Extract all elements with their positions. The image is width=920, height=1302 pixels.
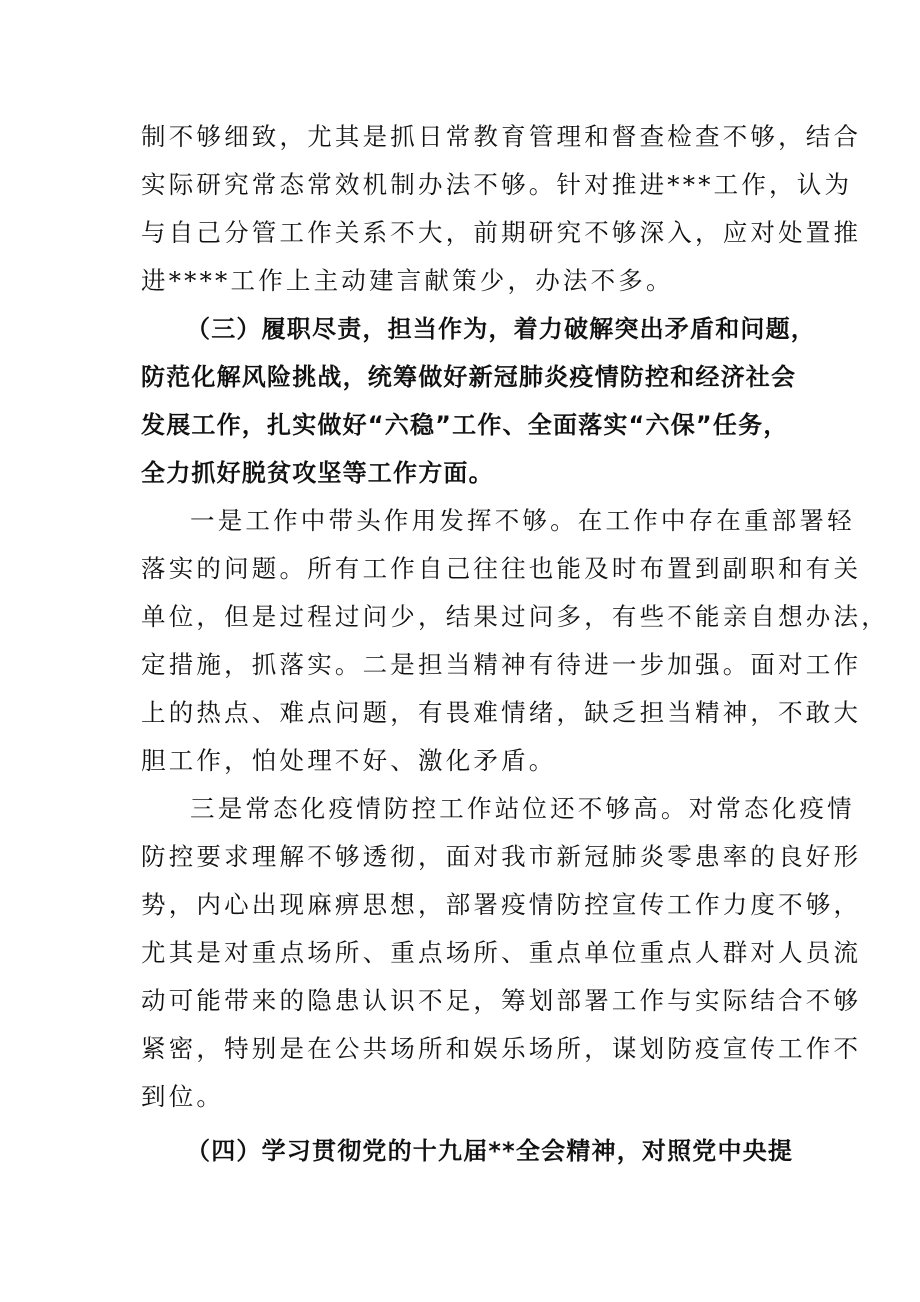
paragraph-three-line-1: 三是常态化疫情防控工作站位还不够高。对常态化疫情 [190, 794, 855, 823]
paragraph-one-line-2: 落实的问题。所有工作自己往往也能及时布置到副职和有关 [141, 554, 862, 583]
section-three-heading-line-2: 防范化解风险挑战，统筹做好新冠肺炎疫情防控和经济社会 [141, 363, 797, 391]
section-four-heading-line-1: （四）学习贯彻党的十九届**全会精神，对照党中央提 [186, 1137, 794, 1165]
section-three-heading-line-1: （三）履职尽责，担当作为，着力破解突出矛盾和问题， [186, 315, 816, 343]
paragraph-three-line-2: 防控要求理解不够透彻，面对我市新冠肺炎零患率的良好形 [141, 842, 862, 871]
section-three-heading-line-3: 发展工作，扎实做好“六稳”工作、全面落实“六保”任务， [141, 411, 789, 439]
paragraph-three-line-7: 到位。 [141, 1082, 225, 1111]
paragraph-one-line-6: 胆工作，怕处理不好、激化矛盾。 [141, 746, 557, 775]
continued-paragraph-line-3: 与自己分管工作关系不大，前期研究不够深入，应对处置推 [141, 218, 862, 247]
paragraph-one-line-4: 定措施，抓落实。二是担当精神有待进一步加强。面对工作 [141, 650, 862, 679]
section-three-heading-line-4: 全力抓好脱贫攻坚等工作方面。 [141, 459, 494, 487]
continued-paragraph-line-2: 实际研究常态常效机制办法不够。针对推进***工作，认为 [141, 170, 853, 199]
paragraph-three-line-3: 势，内心出现麻痹思想，部署疫情防控宣传工作力度不够， [141, 890, 862, 919]
paragraph-one-line-3: 单位，但是过程过问少，结果过问多，有些不能亲自想办法， [141, 602, 889, 631]
paragraph-three-line-5: 动可能带来的隐患认识不足，筹划部署工作与实际结合不够 [141, 986, 862, 1015]
paragraph-one-line-1: 一是工作中带头作用发挥不够。在工作中存在重部署轻 [190, 506, 855, 535]
continued-paragraph-line-1: 制不够细致，尤其是抓日常教育管理和督查检查不够，结合 [141, 122, 862, 151]
paragraph-one-line-5: 上的热点、难点问题，有畏难情绪，缺乏担当精神，不敢大 [141, 698, 862, 727]
paragraph-three-line-4: 尤其是对重点场所、重点场所、重点单位重点人群对人员流 [141, 938, 862, 967]
continued-paragraph-line-4: 进****工作上主动建言献策少，办法不多。 [141, 266, 674, 295]
paragraph-three-line-6: 紧密，特别是在公共场所和娱乐场所，谋划防疫宣传工作不 [141, 1034, 862, 1063]
